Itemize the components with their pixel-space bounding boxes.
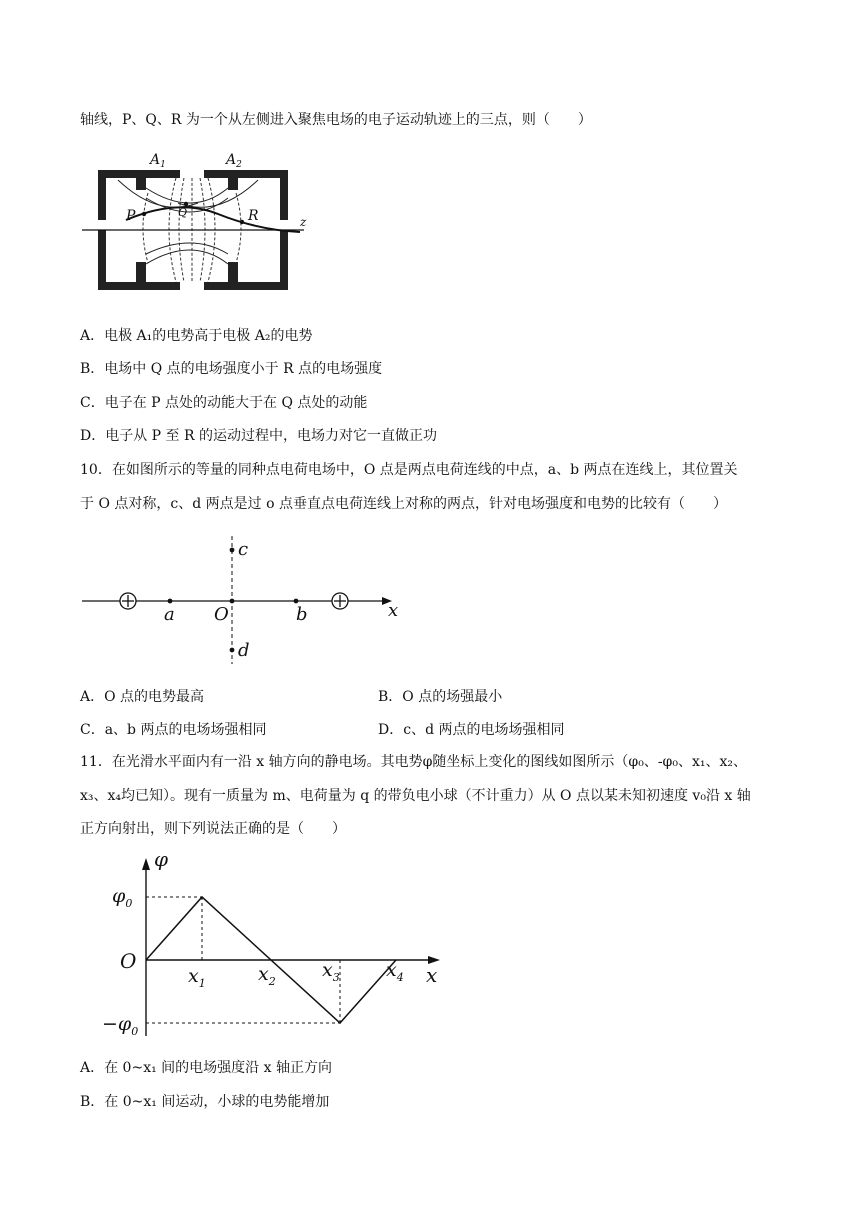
label-R: R	[248, 208, 259, 224]
label-neg-phi0: $-\varphi_0$	[102, 1013, 139, 1038]
label-O: O	[214, 604, 229, 625]
q9-option-b: B．电场中 Q 点的电场强度小于 R 点的电场强度	[80, 361, 383, 377]
q11-option-a: A．在 0~x₁ 间的电场强度沿 x 轴正方向	[80, 1060, 332, 1076]
label-Q: Q	[178, 206, 188, 219]
point-O	[230, 599, 235, 604]
q10-option-b: B．O 点的场强最小	[378, 689, 503, 705]
q9-stem-tail: 轴线，P、Q、R 为一个从左侧进入聚焦电场的电子运动轨迹上的三点，则（ ）	[80, 112, 592, 128]
label-phi0: $\varphi_0$	[112, 885, 133, 910]
q9-option-d: D．电子从 P 至 R 的运动过程中，电场力对它一直做正功	[80, 428, 437, 444]
q9-option-a: A．电极 A₁的电势高于电极 A₂的电势	[80, 328, 313, 344]
label-x: x	[388, 600, 399, 621]
point-P	[142, 212, 146, 216]
q10-option-a: A．O 点的电势最高	[80, 689, 205, 705]
label-b: b	[296, 604, 308, 625]
label-A2: $A_2$	[226, 152, 242, 170]
label-P: P	[126, 208, 136, 224]
q10-charge-figure	[78, 530, 408, 666]
label-c: c	[238, 539, 249, 560]
q11-stem-line2: x₃、x₄均已知）。现有一质量为 m、电荷量为 q 的带负电小球（不计重力）从 O 点以某未知初速度 v₀沿 x 轴	[80, 788, 751, 804]
label-x2: $x_2$	[258, 963, 276, 988]
label-A1: $A_1$	[150, 152, 166, 170]
label-a: a	[164, 604, 175, 625]
label-x4: $x_4$	[386, 959, 404, 984]
label-x: x	[426, 963, 438, 987]
q11-option-b: B．在 0~x₁ 间运动，小球的电势能增加	[80, 1094, 330, 1110]
q10-stem-line2: 于 O 点对称，c、d 两点是过 o 点垂直点电荷连线上对称的两点，针对电场强度和电势的比较有（ ）	[80, 496, 727, 512]
electron-trajectory	[126, 207, 300, 232]
label-origin: O	[120, 949, 137, 973]
label-x3: $x_3$	[322, 959, 340, 984]
q10-stem-line1: 10．在如图所示的等量的同种点电荷电场中，O 点是两点电荷连线的中点，a、b 两点在连线上，其位置关	[80, 462, 738, 478]
right-positive-charge-icon	[332, 593, 348, 609]
label-x1: $x_1$	[188, 965, 206, 990]
phi-axis-arrow	[142, 858, 150, 870]
point-c	[230, 548, 235, 553]
q11-stem-line3: 正方向射出，则下列说法正确的是（ ）	[80, 821, 346, 837]
q9-electrode-figure	[78, 148, 318, 296]
q10-option-d: D．c、d 两点的电场场强相同	[378, 722, 565, 738]
label-z: z	[300, 215, 307, 229]
label-phi: φ	[154, 847, 169, 871]
q10-option-c: C．a、b 两点的电场场强相同	[80, 722, 267, 738]
q9-option-c: C．电子在 P 点处的动能大于在 Q 点处的动能	[80, 395, 368, 411]
point-R	[240, 220, 244, 224]
point-b	[294, 599, 299, 604]
q11-stem-line1: 11．在光滑水平面内有一沿 x 轴方向的静电场。其电势φ随坐标上变化的图线如图所示（φ₀、-φ₀、x₁、x₂、	[80, 754, 747, 770]
label-d: d	[238, 640, 250, 661]
point-d	[230, 648, 235, 653]
point-a	[168, 599, 173, 604]
q11-potential-graph	[102, 847, 460, 1040]
left-positive-charge-icon	[120, 593, 136, 609]
